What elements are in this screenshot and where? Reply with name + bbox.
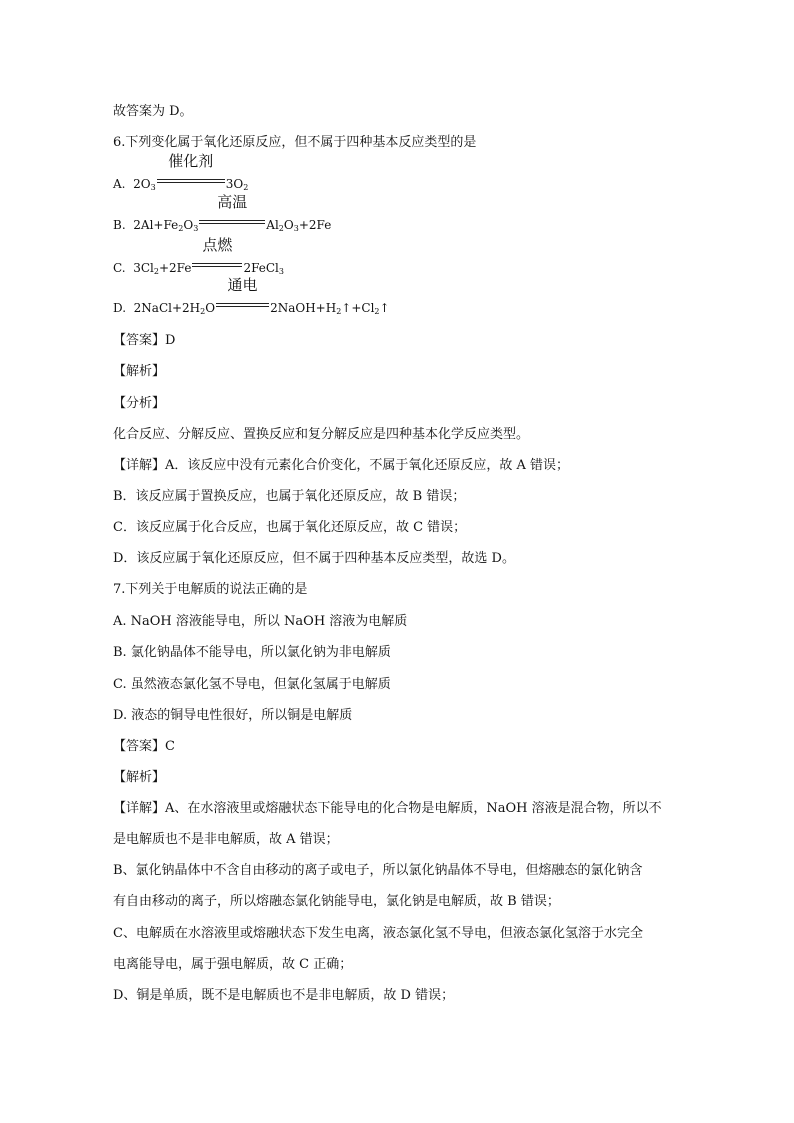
question-7-option-b: B. 氯化钠晶体不能导电，所以氯化钠为非电解质 bbox=[113, 645, 391, 660]
question-7-detail-b-line1: B、氯化钠晶体中不含自由移动的离子或电子，所以氯化钠晶体不导电，但熔融态的氯化钠含 bbox=[113, 863, 643, 878]
question-6-fenxi-heading: 【分析】 bbox=[113, 396, 166, 411]
question-6-option-d: D. $2NaCl+2H_2O$ 通电 $2NaOH+H_2↑+Cl_2↑$ bbox=[113, 276, 390, 316]
question-6-answer: 【答案】D bbox=[113, 333, 176, 348]
condition-label: 点燃 bbox=[202, 236, 233, 254]
question-7-detail-d: D、铜是单质，既不是电解质也不是非电解质，故 D 错误； bbox=[113, 988, 455, 1003]
question-7-option-c: C. 虽然液态氯化氢不导电，但氯化氢属于电解质 bbox=[113, 677, 391, 692]
question-7-detail-a-line2: 是电解质也不是非电解质，故 A 错误； bbox=[113, 832, 339, 847]
question-6-detail-a: 【详解】A．该反应中没有元素化合价变化，不属于氧化还原反应，故 A 错误； bbox=[113, 458, 570, 473]
question-6-fenxi-text: 化合反应、分解反应、置换反应和复分解反应是四种基本化学反应类型。 bbox=[113, 427, 530, 442]
condition-label: 通电 bbox=[227, 276, 258, 294]
question-7-answer: 【答案】C bbox=[113, 739, 175, 754]
question-6-detail-d: D．该反应属于氧化还原反应，但不属于四种基本反应类型，故选 D。 bbox=[113, 551, 515, 566]
question-6-detail-c: C．该反应属于化合反应，也属于氧化还原反应，故 C 错误； bbox=[113, 520, 467, 535]
question-7-detail-c-line2: 电离能导电，属于强电解质，故 C 正确； bbox=[113, 957, 353, 972]
question-6-stem: 6.下列变化属于氧化还原反应，但不属于四种基本反应类型的是 bbox=[113, 135, 477, 150]
question-6-detail-b: B．该反应属于置换反应，也属于氧化还原反应，故 B 错误； bbox=[113, 489, 466, 504]
reaction-condition-equals bbox=[199, 193, 265, 229]
question-7-option-d: D. 液态的铜导电性很好，所以铜是电解质 bbox=[113, 708, 353, 723]
question-6-option-c: C. $3Cl_2+2Fe$ 点燃 2FeCl$_3$ bbox=[113, 236, 284, 276]
reaction-condition-equals bbox=[157, 152, 225, 188]
previous-answer-line: 故答案为 D。 bbox=[113, 104, 193, 119]
condition-label: 高温 bbox=[217, 193, 248, 211]
reaction-condition-equals bbox=[216, 276, 269, 312]
question-6-option-b: B. $2Al+Fe_2O_3$ 高温 $Al_2O_3+2Fe$ bbox=[113, 193, 332, 233]
question-6-option-a: A. $2O_3$ 催化剂 $3O_2$ bbox=[113, 152, 249, 192]
question-7-detail-a-line1: 【详解】A、在水溶液里或熔融状态下能导电的化合物是电解质，NaOH 溶液是混合物，所以不 bbox=[113, 801, 662, 816]
question-7-stem: 7.下列关于电解质的说法正确的是 bbox=[113, 582, 308, 597]
reaction-condition-equals bbox=[192, 236, 242, 272]
question-7-analysis-heading: 【解析】 bbox=[113, 770, 166, 785]
condition-label: 催化剂 bbox=[168, 152, 214, 170]
question-6-analysis-heading: 【解析】 bbox=[113, 364, 166, 379]
question-7-option-a: A. NaOH 溶液能导电，所以 NaOH 溶液为电解质 bbox=[113, 614, 408, 629]
question-7-detail-b-line2: 有自由移动的离子，所以熔融态氯化钠能导电，氯化钠是电解质，故 B 错误； bbox=[113, 894, 560, 909]
question-7-detail-c-line1: C、电解质在水溶液里或熔融状态下发生电离，液态氯化氢不导电，但液态氯化氢溶于水完全 bbox=[113, 926, 643, 941]
